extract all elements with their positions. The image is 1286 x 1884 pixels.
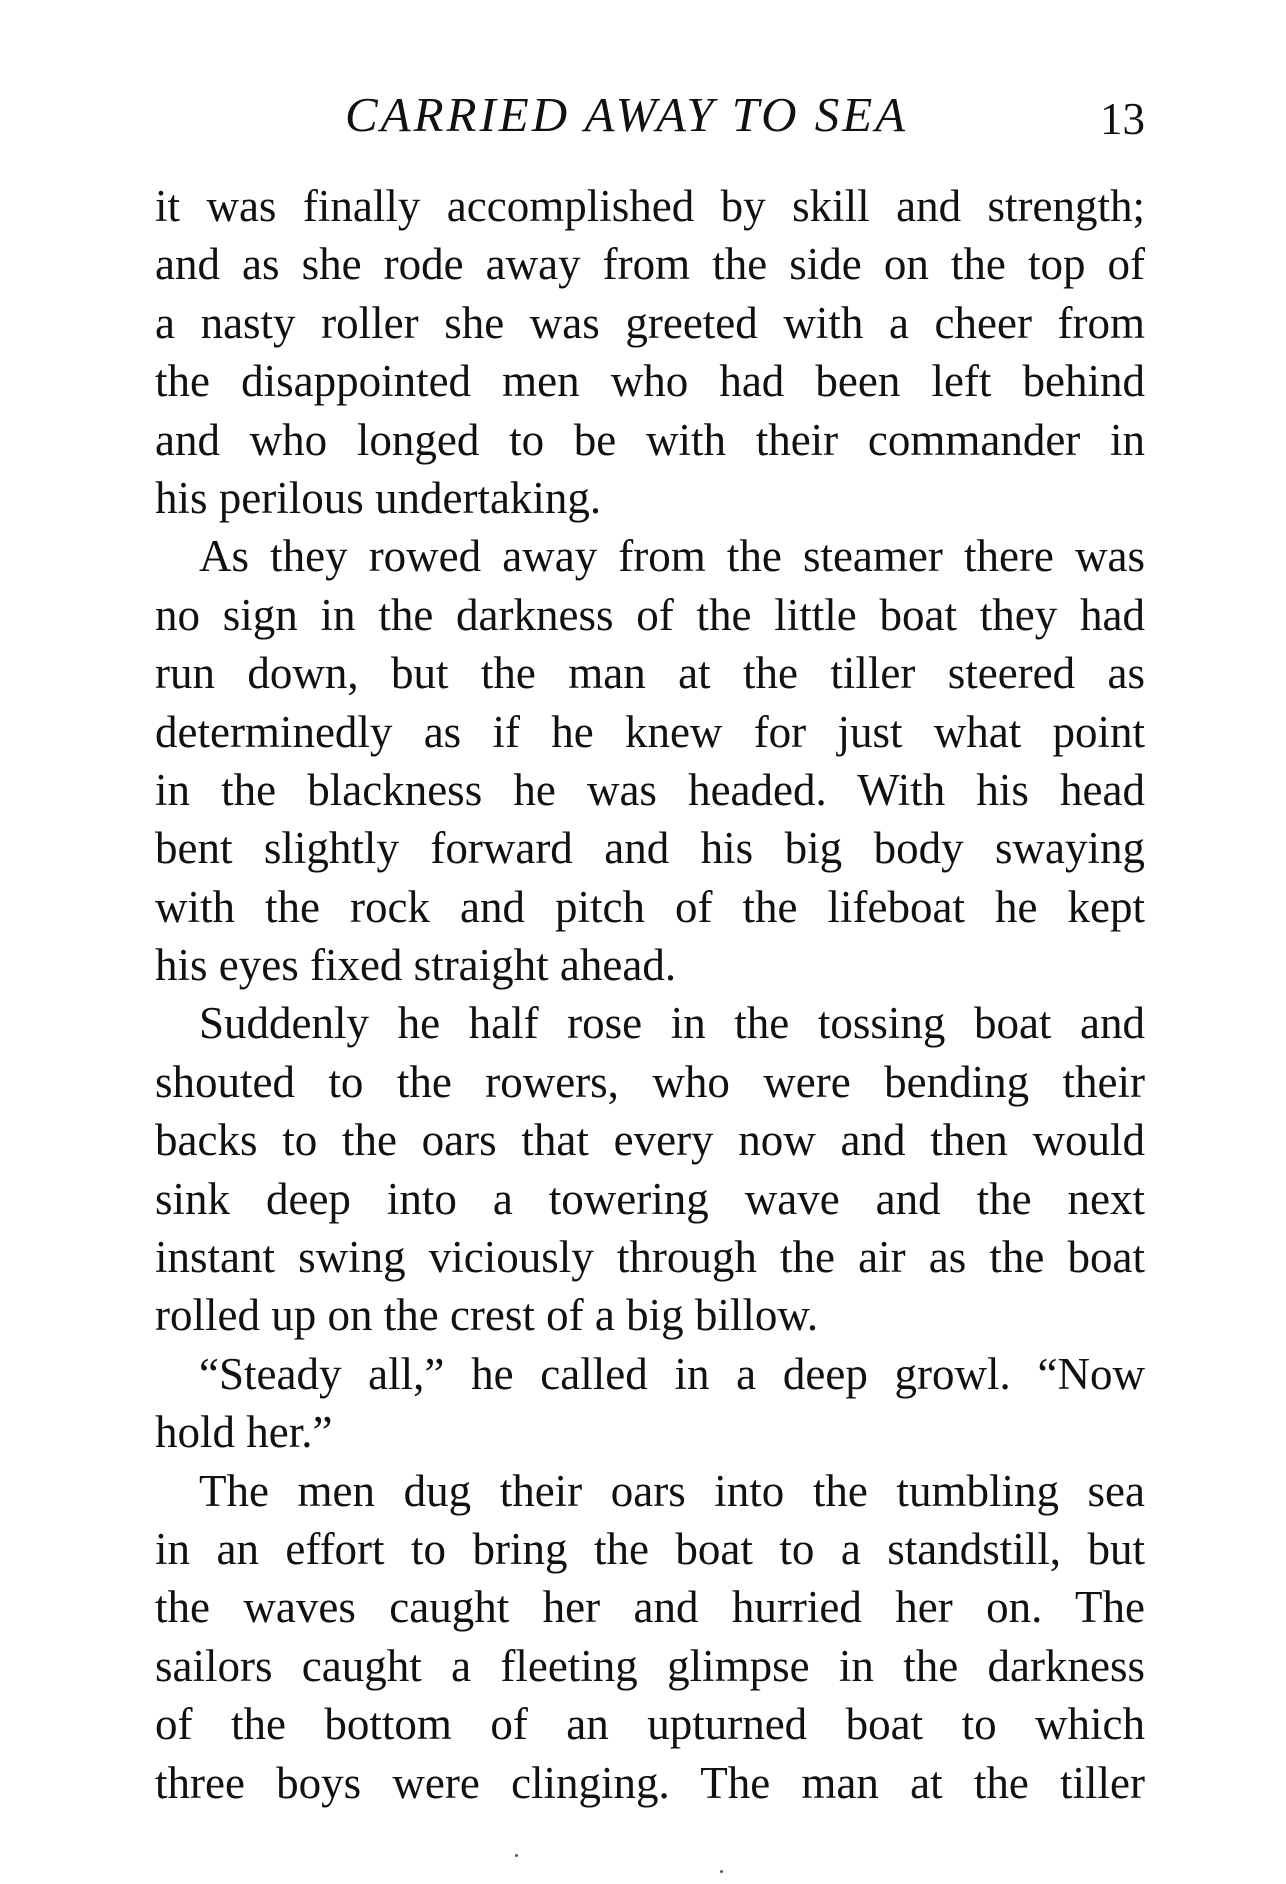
text-line: As they rowed away from the steamer there was xyxy=(199,531,1145,582)
body-text xyxy=(155,177,1145,1812)
text-line: sailors caught a fleeting glimpse in the darkness xyxy=(155,1640,1145,1691)
text-line: rolled up on the crest of a big billow. xyxy=(155,1290,819,1341)
page-number: 13 xyxy=(1100,94,1145,144)
text-line: run down, but the man at the tiller steered as xyxy=(155,648,1145,699)
text-line: in an effort to bring the boat to a standstill, but xyxy=(155,1523,1145,1574)
text-line: his perilous undertaking. xyxy=(155,472,602,523)
text-line: shouted to the rowers, who were bending their xyxy=(155,1056,1145,1107)
text-line: Suddenly he half rose in the tossing boat and xyxy=(199,998,1145,1049)
text-line: sink deep into a towering wave and the next xyxy=(155,1173,1145,1224)
text-line: with the rock and pitch of the lifeboat he kept xyxy=(155,881,1145,932)
print-speck xyxy=(515,1854,518,1857)
paragraph-1 xyxy=(155,177,1145,527)
text-line: the disappointed men who had been left behind xyxy=(155,356,1145,407)
print-speck xyxy=(720,1870,723,1873)
paragraph-4 xyxy=(155,1345,1145,1462)
text-line: backs to the oars that every now and then would xyxy=(155,1115,1145,1166)
text-line: three boys were clinging. The man at the tiller xyxy=(155,1757,1145,1808)
paragraph-2 xyxy=(155,527,1145,994)
text-line: and who longed to be with their commander in xyxy=(155,414,1145,465)
text-line: in the blackness he was headed. With his head xyxy=(155,764,1145,815)
text-line: “Steady all,” he called in a deep growl. “Now xyxy=(199,1348,1145,1399)
text-line: the waves caught her and hurried her on. The xyxy=(155,1582,1145,1633)
text-line: and as she rode away from the side on the top of xyxy=(155,239,1145,290)
text-line: hold her.” xyxy=(155,1407,333,1458)
text-line: determinedly as if he knew for just what point xyxy=(155,706,1145,757)
paragraph-5 xyxy=(155,1462,1145,1812)
text-line: it was finally accomplished by skill and strength; xyxy=(155,181,1145,231)
text-line: of the bottom of an upturned boat to which xyxy=(155,1699,1145,1750)
text-line: no sign in the darkness of the little boat they had xyxy=(155,589,1145,640)
paragraph-3 xyxy=(155,994,1145,1344)
text-line: The men dug their oars into the tumbling sea xyxy=(199,1465,1145,1516)
running-head xyxy=(155,80,1145,150)
text-line: a nasty roller she was greeted with a cheer from xyxy=(155,297,1145,348)
running-title: CARRIED AWAY TO SEA xyxy=(345,87,909,142)
text-line: his eyes fixed straight ahead. xyxy=(155,940,677,991)
text-line: instant swing viciously through the air as the boat xyxy=(155,1232,1145,1283)
text-line: bent slightly forward and his big body swaying xyxy=(155,823,1145,874)
